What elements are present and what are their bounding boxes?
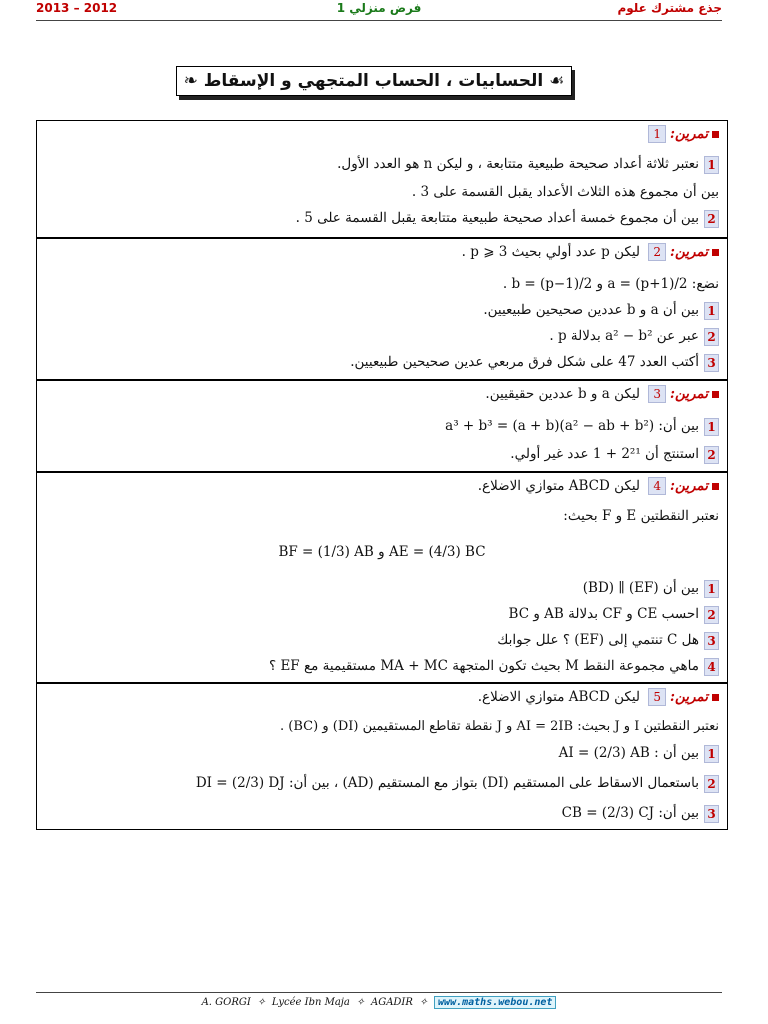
- class-level: جذع مشترك علوم: [617, 1, 722, 15]
- question-line: نضع: a = (p+1)/2 و b = (p−1)/2 .: [502, 276, 719, 292]
- school-year: 2013 – 2012: [36, 1, 118, 15]
- question-line: 3هل C تنتمي إلى (EF) ؟ علل جوابك: [45, 629, 719, 651]
- exercise-2: [37, 237, 727, 381]
- homework-title: فرض منزلي 1: [336, 1, 422, 15]
- school-name: Lycée Ibn Maja: [271, 997, 350, 1008]
- question-line: بين أن مجموع هذه الثلاث الأعداد يقبل القسمة على 3 .: [411, 184, 719, 200]
- exercise-heading: تمرين:1: [45, 123, 719, 145]
- question-line: نعتبر النقطتين E و F بحيث:: [563, 508, 719, 524]
- exercise-5: [37, 682, 727, 831]
- question-line: 3بين أن: CB = (2/3) CJ: [45, 802, 719, 824]
- question-line: 4ماهي مجموعة النقط M بحيث تكون المتجهة MA + MC مستقيمية مع EF ؟: [45, 655, 719, 677]
- square-bullet-icon: [712, 249, 719, 256]
- question-line: 2عبر عن a² − b² بدلالة p .: [45, 325, 719, 347]
- question-line: 1بين أن: a³ + b³ = (a + b)(a² − ab + b²): [45, 415, 719, 437]
- question-line: 2باستعمال الاسقاط على المستقيم (DI) بتواز مع المستقيم (AD) ، بين أن: DI = (2/3) DJ: [45, 772, 719, 794]
- page-title-text: الحسابيات ، الحساب المتجهي و الإسقاط: [203, 71, 544, 91]
- question-line: 3أكتب العدد 47 على شكل فرق مربعي عدين صحيحين طبيعيين.: [45, 351, 719, 373]
- page-footer: [36, 996, 722, 1009]
- question-line: 1بين أن a و b عددين صحيحين طبيعيين.: [45, 299, 719, 321]
- city: AGADIR: [370, 997, 413, 1008]
- diamond-icon: ✧: [356, 997, 365, 1008]
- header-divider: [36, 20, 722, 21]
- footer-divider: [36, 992, 722, 993]
- exercise-4: [37, 471, 727, 683]
- diamond-icon: ✧: [419, 997, 428, 1008]
- title-box: [176, 66, 572, 96]
- vector-relations: AE = (4/3) BC و BF = (1/3) AB: [278, 544, 486, 560]
- exercise-heading: تمرين:2 ليكن p عدد أولي بحيث p ⩾ 3 .: [45, 241, 719, 263]
- exercise-heading: تمرين:5 ليكن ABCD متوازي الاضلاع.: [45, 686, 719, 708]
- square-bullet-icon: [712, 391, 719, 398]
- question-line: 2استنتج أن 2²¹ + 1 عدد غير أولي.: [45, 443, 719, 465]
- question-line: 1نعتبر ثلاثة أعداد صحيحة طبيعية متتابعة ، و ليكن n هو العدد الأول.: [45, 153, 719, 175]
- question-line: نعتبر النقطتين I و J بحيث: AI = 2IB و J نقطة تقاطع المستقيمين (DI) و (BC) .: [280, 719, 719, 734]
- question-line: 2احسب CE و CF بدلالة AB و BC: [45, 603, 719, 625]
- page-title: [176, 66, 572, 96]
- page-header: [36, 0, 722, 18]
- exercises-frame: [36, 120, 728, 830]
- website-link[interactable]: www.maths.webou.net: [434, 996, 556, 1009]
- diamond-icon: ✧: [257, 997, 266, 1008]
- fleuron-icon: ❧: [183, 71, 198, 91]
- question-line: 1بين أن : AI = (2/3) AB: [45, 742, 719, 764]
- square-bullet-icon: [712, 483, 719, 490]
- exercise-heading: تمرين:4 ليكن ABCD متوازي الاضلاع.: [45, 475, 719, 497]
- square-bullet-icon: [712, 131, 719, 138]
- exercise-1: [37, 121, 727, 238]
- square-bullet-icon: [712, 694, 719, 701]
- fleuron-icon: ☙: [549, 71, 565, 91]
- exercise-heading: تمرين:3 ليكن a و b عددين حقيقيين.: [45, 383, 719, 405]
- question-line: 2بين أن مجموع خمسة أعداد صحيحة طبيعية متتابعة يقبل القسمة على 5 .: [45, 207, 719, 229]
- author: A. GORGI: [201, 997, 251, 1008]
- exercise-3: [37, 379, 727, 473]
- question-line: 1بين أن (EF) ∥ (BD): [45, 577, 719, 599]
